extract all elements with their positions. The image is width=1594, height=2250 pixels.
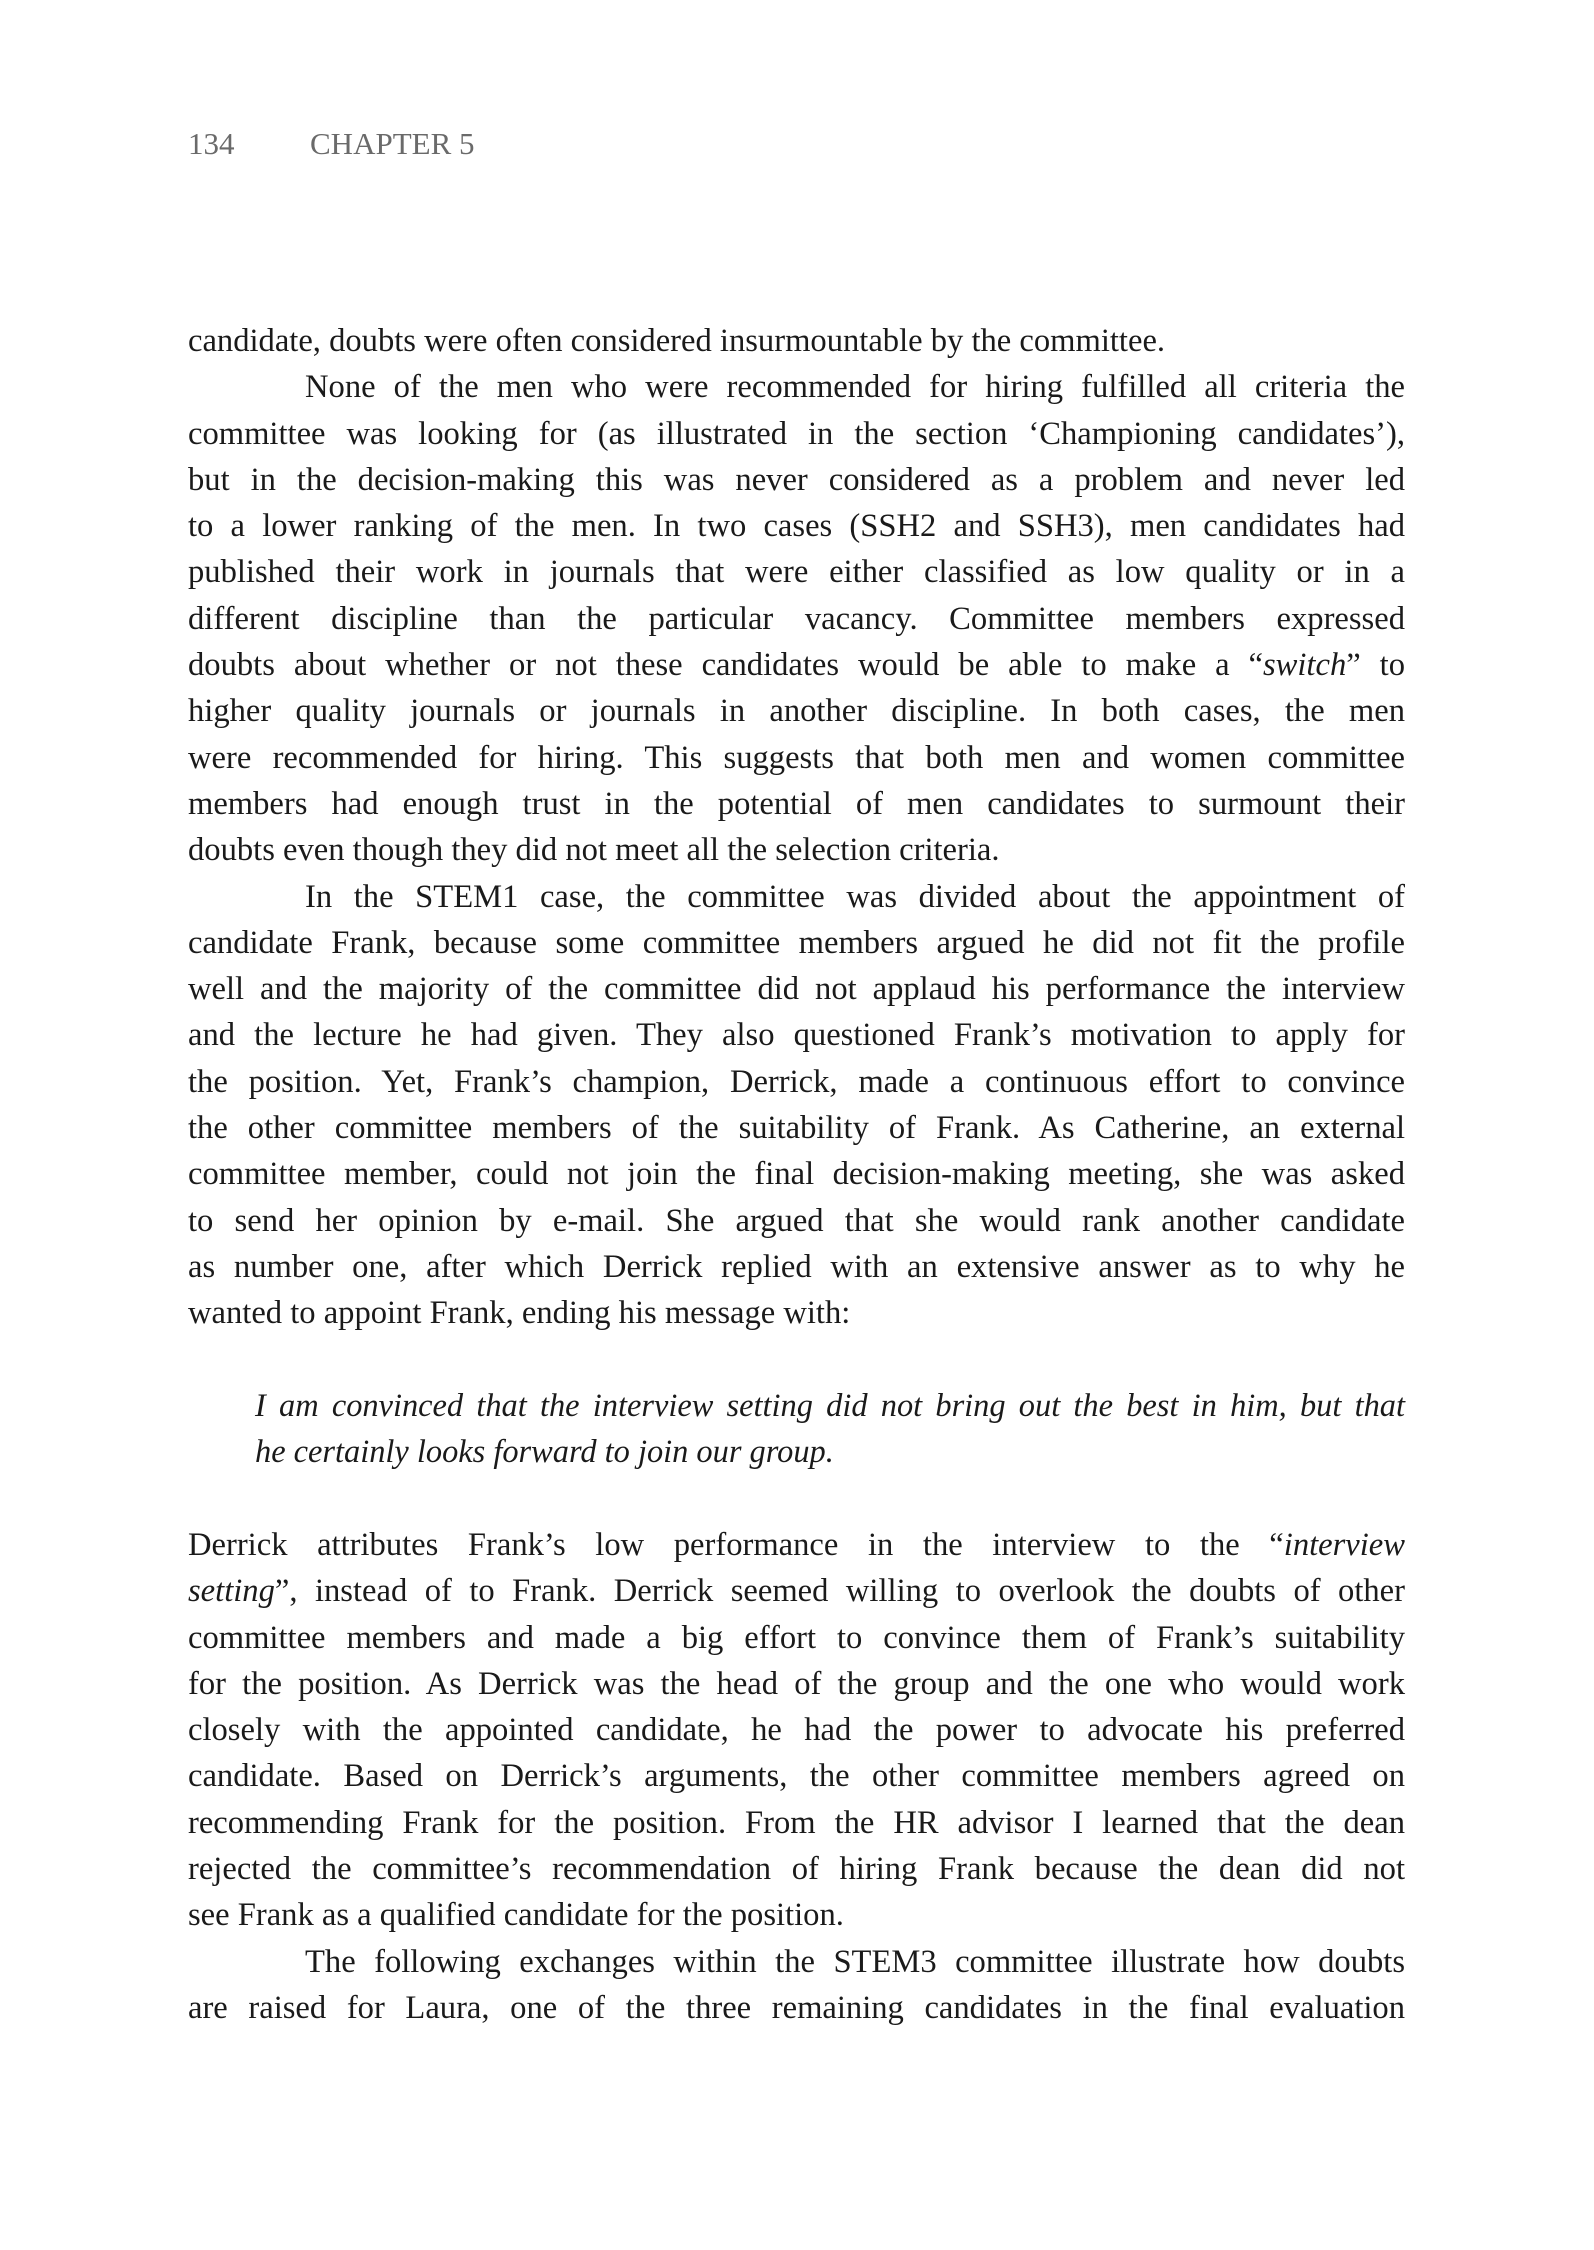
text-line — [188, 1290, 1405, 1336]
text-line — [188, 1244, 1405, 1290]
text-segment: for the position. As Derrick was the head of the group and the one who would work — [188, 1665, 1405, 1702]
text-segment: candidate, doubts were often considered insurmountable by the committee. — [188, 323, 1166, 359]
text-segment: ”, instead of to Frank. Derrick seemed willing to overlook the doubts of other — [274, 1573, 1405, 1610]
text-segment: and the lecture he had given. They also questioned Frank’s motivation to apply for — [188, 1017, 1405, 1054]
text-segment: Derrick attributes Frank’s low performance in the interview to the “ — [188, 1527, 1284, 1563]
body-text-top — [188, 318, 1405, 1337]
text-segment: closely with the appointed candidate, he had the power to advocate his preferred — [188, 1712, 1405, 1749]
text-segment: as number one, after which Derrick replied with an extensive answer as to why he — [188, 1248, 1405, 1285]
text-segment: ” to — [1346, 647, 1405, 684]
block-quote — [255, 1383, 1405, 1476]
text-line — [188, 781, 1405, 827]
text-line — [188, 1568, 1405, 1614]
text-segment: are raised for Laura, one of the three remaining candidates in the final evaluation — [188, 1989, 1405, 2026]
text-segment: different discipline than the particular vacancy. Committee members expressed — [188, 600, 1405, 637]
text-segment: well and the majority of the committee did not applaud his performance the interview — [188, 971, 1405, 1008]
text-line — [188, 735, 1405, 781]
text-segment: committee was looking for (as illustrated in the section ‘Championing candidates’), — [188, 415, 1405, 452]
text-segment: committee member, could not join the final decision-making meeting, she was asked — [188, 1156, 1405, 1193]
text-line — [188, 1985, 1405, 2031]
text-line — [188, 411, 1405, 457]
text-segment: recommending Frank for the position. From the HR advisor I learned that the dean — [188, 1804, 1405, 1841]
text-line — [188, 364, 1405, 410]
text-segment: doubts even though they did not meet all the selection criteria. — [188, 832, 1000, 869]
quote-line: I am convinced that the interview setting did not bring out the best in him, but that — [255, 1388, 1405, 1424]
text-segment: members had enough trust in the potential of men candidates to surmount their — [188, 785, 1405, 822]
text-line — [188, 1105, 1405, 1151]
text-line — [188, 920, 1405, 966]
text-line — [188, 1198, 1405, 1244]
text-segment: wanted to appoint Frank, ending his message with: — [188, 1295, 851, 1332]
text-segment: In the STEM1 case, the committee was divided about the appointment of — [305, 878, 1405, 915]
text-line — [188, 1151, 1405, 1197]
text-segment: the other committee members of the suitability of Frank. As Catherine, an external — [188, 1110, 1405, 1147]
text-line — [188, 1707, 1405, 1753]
text-segment: The following exchanges within the STEM3 committee illustrate how doubts — [305, 1943, 1405, 1980]
text-line — [188, 1615, 1405, 1661]
text-segment: published their work in journals that were either classified as low quality or in a — [188, 554, 1405, 591]
body-text-bottom — [188, 1522, 1405, 2031]
chapter-label: CHAPTER 5 — [310, 126, 475, 161]
text-line — [188, 1661, 1405, 1707]
text-segment: were recommended for hiring. This suggests that both men and women committee — [188, 739, 1405, 776]
text-line — [188, 1939, 1405, 1985]
text-segment: None of the men who were recommended for hiring fulfilled all criteria the — [305, 369, 1405, 406]
text-line — [188, 503, 1405, 549]
text-segment: candidate Frank, because some committee members argued he did not fit the profile — [188, 924, 1405, 961]
text-segment: rejected the committee’s recommendation of hiring Frank because the dean did not — [188, 1851, 1405, 1888]
text-line — [188, 549, 1405, 595]
text-line — [188, 874, 1405, 920]
text-segment: the position. Yet, Frank’s champion, Derrick, made a continuous effort to convince — [188, 1063, 1405, 1100]
page-number: 134 — [188, 126, 235, 161]
text-line — [188, 827, 1405, 873]
text-segment: candidate. Based on Derrick’s arguments, the other committee members agreed on — [188, 1758, 1405, 1795]
text-segment: but in the decision-making this was never considered as a problem and never led — [188, 461, 1405, 498]
text-line — [188, 1522, 1405, 1568]
text-line — [188, 1059, 1405, 1105]
text-segment: to send her opinion by e-mail. She argued that she would rank another candidate — [188, 1202, 1405, 1239]
text-line — [188, 1753, 1405, 1799]
text-line — [188, 1892, 1405, 1938]
text-segment: see Frank as a qualified candidate for the position. — [188, 1897, 844, 1934]
quote-line: he certainly looks forward to join our group. — [255, 1434, 834, 1471]
text-segment: committee members and made a big effort to convince them of Frank’s suitability — [188, 1619, 1405, 1656]
text-line — [188, 1846, 1405, 1892]
text-segment: higher quality journals or journals in another discipline. In both cases, the men — [188, 693, 1405, 730]
text-line — [188, 1012, 1405, 1058]
text-line — [188, 318, 1405, 364]
text-line — [188, 596, 1405, 642]
text-line — [188, 688, 1405, 734]
text-line — [188, 642, 1405, 688]
text-segment: to a lower ranking of the men. In two cases (SSH2 and SSH3), men candidates had — [188, 508, 1405, 545]
text-segment: doubts about whether or not these candidates would be able to make a “ — [188, 647, 1263, 684]
italic-text: switch — [1262, 647, 1347, 684]
text-line — [188, 1800, 1405, 1846]
text-line — [188, 966, 1405, 1012]
text-line — [188, 457, 1405, 503]
italic-text: interview — [1283, 1527, 1405, 1563]
italic-text: setting — [188, 1573, 275, 1610]
